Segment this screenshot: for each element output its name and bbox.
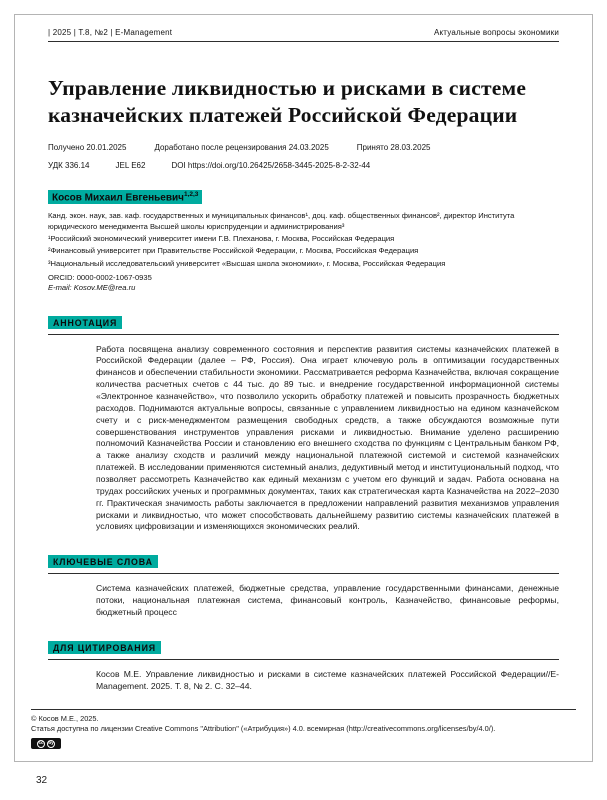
keywords-section bbox=[48, 552, 559, 619]
abstract-heading: АННОТАЦИЯ bbox=[48, 316, 122, 329]
affiliation-1: ¹Российский экономический университет имени Г.В. Плеханова, г. Москва, Российская Федерация bbox=[48, 233, 395, 243]
author-position: Канд. экон. наук, зав. каф. государственных и муниципальных финансов¹, доц. каф. общественных финансов², директор Института юридического менеджмента Высшей школы юриспруденции и администрирования³ bbox=[48, 211, 515, 231]
citation-rule bbox=[48, 659, 559, 660]
license-note: Статья доступна по лицензии Creative Commons "Attribution" («Атрибуция») 4.0. всемирная (http://creativecommons.org/licenses/by/4.0/). bbox=[31, 724, 496, 734]
page-frame bbox=[14, 14, 593, 762]
abstract-text: Работа посвящена анализу современного состояния и перспектив развития системы казначейских платежей в Российской Федерации (далее – РФ, Россия). Она играет ключевую роль в оптимизации государственных финансов и обеспечении стабильности экономики. Рассматривается реформа Казначейства, включая сокращение количества расчетных счетов с 44 тыс. до 89 тыс. и внедрение государственной информационной системы «Электронное казначейство», что позволило ускорить обработку платежей и повысить прозрачность бюджетных расходов. Поднимаются актуальные вопросы, связанные с управлением ликвидностью на едином казначейском счету и с риск-менеджментом размещения свободных средств, а также обсуждаются возможные пути совершенствования инструментов управления рисками и ликвидностью. Внимание уделено расширению полномочий Казначейства России и становлению его внешнего сходства по функциям с Центральным банком РФ, а также анализу сходств и различий между национальной платежной системой и системой казначейских платежей. В исследовании применяются системный анализ, дедуктивный метод и институциональный подход, что позволяет рассмотреть Казначейство как единый механизм с учетом его функций и задач. Работа основана на трудах российских ученых и программных документах, таких как стратегическая карта Казначейства на 2022–2030 гг. Практическая значимость работы заключается в предложении направлений развития механизмов управления рисками и ликвидностью, что может способствовать дальнейшему развитию системы казначейских платежей в условиях цифровизации и изменяющихся экономических реалий. bbox=[96, 343, 559, 532]
author-email: E-mail: Kosov.ME@rea.ru bbox=[48, 283, 136, 293]
citation-section bbox=[48, 638, 559, 693]
page-footer bbox=[31, 709, 576, 749]
accepted-date: Принято 28.03.2025 bbox=[356, 143, 431, 153]
journal-header bbox=[48, 28, 559, 37]
affiliation-3: ³Национальный исследовательский университет «Высшая школа экономики», г. Москва, Российская Федерация bbox=[48, 258, 446, 268]
affiliation-2: ²Финансовый университет при Правительстве Российской Федерации, г. Москва, Российская Федерация bbox=[48, 246, 419, 256]
citation-text: Косов М.Е. Управление ликвидностью и рисками в системе казначейских платежей Российской Федерации//E-Management. 2025. Т. 8, № 2. С. 32–44. bbox=[96, 668, 559, 691]
citation-heading-row bbox=[48, 638, 559, 656]
udc-code: УДК 336.14 bbox=[48, 161, 90, 171]
keywords-heading-row bbox=[48, 552, 559, 570]
citation-heading: ДЛЯ ЦИТИРОВАНИЯ bbox=[48, 641, 161, 654]
header-rule bbox=[48, 41, 559, 42]
by-circle-icon: by bbox=[47, 740, 55, 748]
cc-circle-icon: cc bbox=[37, 740, 45, 748]
author-affiliation-sup: 1,2,3 bbox=[183, 190, 199, 198]
abstract-heading-row bbox=[48, 313, 559, 331]
abstract-rule bbox=[48, 334, 559, 335]
author-block bbox=[48, 187, 559, 293]
cc-by-license-icon bbox=[31, 738, 61, 749]
journal-section-name: Актуальные вопросы экономики bbox=[433, 28, 559, 37]
copyright-note: © Косов М.Е., 2025. bbox=[31, 713, 99, 723]
author-name-text: Косов Михаил Евгеньевич bbox=[52, 192, 184, 204]
footer-rule bbox=[31, 709, 576, 710]
keywords-rule bbox=[48, 573, 559, 574]
revised-date: Доработано после рецензирования 24.03.2025 bbox=[154, 143, 329, 153]
article-main bbox=[48, 28, 559, 693]
keywords-text: Система казначейских платежей, бюджетные средства, управление государственными финансами, денежные потоки, национальная платежная система, финансовый контроль, Казначейство, финансовые реформы, бюджетный процесс bbox=[96, 583, 559, 617]
received-date: Получено 20.01.2025 bbox=[48, 143, 127, 153]
abstract-section bbox=[48, 313, 559, 534]
doi-text: DOI https://doi.org/10.26425/2658-3445-2025-8-2-32-44 bbox=[171, 161, 371, 171]
codes-row bbox=[48, 161, 559, 170]
author-orcid: ORCID: 0000-0002-1067-0935 bbox=[48, 272, 152, 282]
author-name-line bbox=[48, 187, 559, 205]
jel-code: JEL E62 bbox=[115, 161, 146, 171]
article-title: Управление ликвидностью и рисками в системе казначейских платежей Российской Федерации bbox=[48, 76, 527, 127]
keywords-heading: КЛЮЧЕВЫЕ СЛОВА bbox=[48, 555, 158, 568]
journal-issue-info: | 2025 | Т.8, №2 | E-Management bbox=[48, 28, 173, 37]
dates-row bbox=[48, 143, 559, 152]
author-name bbox=[48, 190, 202, 204]
page-number: 32 bbox=[36, 775, 48, 786]
